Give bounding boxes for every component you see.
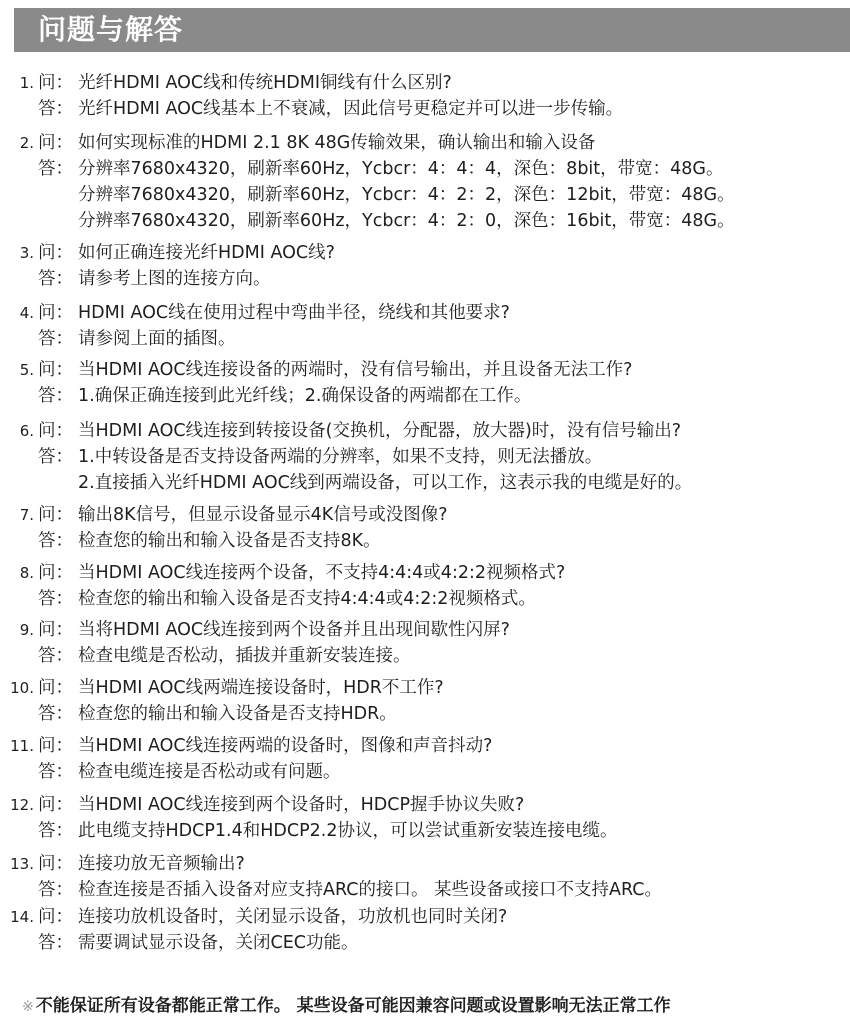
faq-answer: 检查您的输出和输入设备是否支持8K。 [78,531,381,551]
faq-answer-line [0,701,850,727]
faq-answer: 检查您的输出和输入设备是否支持HDR。 [78,704,397,724]
faq-question: 连接功放机设备时，关闭显示设备，功放机也同时关闭? [78,907,508,927]
faq-answer-line [0,528,850,554]
faq-item [0,70,850,122]
faq-question: 当HDMI AOC线连接到两个设备时，HDCP握手协议失败? [78,795,525,815]
question-label: 问： [38,243,73,263]
faq-answer: 2.直接插入光纤HDMI AOC线到两端设备，可以工作，这表示我的电缆是好的。 [78,473,693,493]
faq-item [0,130,850,234]
faq-number: 7. [19,506,34,524]
answer-label: 答： [38,880,73,900]
answer-label: 答： [38,159,73,179]
faq-answer-line [0,326,850,352]
answer-label: 答： [38,821,73,841]
faq-answer: 分辨率7680x4320，刷新率60Hz，Ycbcr：4：4：4，深色：8bit，带宽：48G。 [78,159,724,179]
faq-answer: 检查电缆是否松动，插拔并重新安装连接。 [78,646,411,666]
faq-answer-line [0,586,850,612]
faq-answer-line [0,930,850,956]
question-label: 问： [38,795,73,815]
faq-question-line [0,300,850,326]
answer-label: 答： [38,933,73,953]
faq-answer-line [0,444,850,470]
faq-answer: 1.确保正确连接到此光纤线；2.确保设备的两端都在工作。 [78,386,532,406]
faq-answer-line [0,96,850,122]
answer-label: 答： [38,329,73,349]
question-label: 问： [38,563,73,583]
faq-question-line [0,733,850,759]
faq-answer: 请参考上图的连接方向。 [78,269,271,289]
answer-label: 答： [38,531,73,551]
faq-answer-line [0,182,850,208]
faq-question-line [0,560,850,586]
faq-answer-line [0,759,850,785]
faq-item [0,300,850,352]
faq-question: 输出8K信号，但显示设备显示4K信号或没图像? [78,505,448,525]
question-label: 问： [38,736,73,756]
faq-question: 当HDMI AOC线两端连接设备时，HDR不工作? [78,678,444,698]
answer-label: 答： [38,589,73,609]
question-label: 问： [38,678,73,698]
disclaimer-note [22,994,671,1019]
faq-question-line [0,130,850,156]
faq-question-line [0,502,850,528]
faq-number: 14. [10,908,34,926]
faq-question-line [0,70,850,96]
answer-label: 答： [38,646,73,666]
faq-answer: 检查您的输出和输入设备是否支持4:4:4或4:2:2视频格式。 [78,589,536,609]
faq-number: 9. [19,621,34,639]
faq-question: 如何实现标准的HDMI 2.1 8K 48G传输效果，确认输出和输入设备 [78,133,596,153]
faq-number: 1. [19,74,34,92]
faq-answer-line [0,266,850,292]
faq-answer: 此电缆支持HDCP1.4和HDCP2.2协议，可以尝试重新安装连接电缆。 [78,821,618,841]
page-title: 问题与解答 [38,13,184,46]
faq-answer-line [0,208,850,234]
faq-question: 当将HDMI AOC线连接到两个设备并且出现间歇性闪屏? [78,620,510,640]
faq-item [0,851,850,903]
question-label: 问： [38,907,73,927]
faq-item [0,733,850,785]
faq-item [0,502,850,554]
faq-number: 10. [10,679,34,697]
question-label: 问： [38,73,73,93]
faq-question-line [0,851,850,877]
question-label: 问： [38,360,73,380]
faq-number: 6. [19,422,34,440]
question-label: 问： [38,303,73,323]
faq-question: 当HDMI AOC线连接两个设备，不支持4:4:4或4:2:2视频格式? [78,563,566,583]
faq-question: 连接功放无音频输出? [78,854,245,874]
faq-answer: 请参阅上面的插图。 [78,329,236,349]
faq-item [0,904,850,956]
faq-item [0,792,850,844]
faq-answer: 检查连接是否插入设备对应支持ARC的接口。 某些设备或接口不支持ARC。 [78,880,663,900]
question-label: 问： [38,620,73,640]
faq-question-line [0,418,850,444]
faq-answer: 分辨率7680x4320，刷新率60Hz，Ycbcr：4：2：0，深色：16bit，带宽：48G。 [78,211,735,231]
disclaimer-text: 不能保证所有设备都能正常工作。 某些设备可能因兼容问题或设置影响无法正常工作 [35,996,671,1016]
question-label: 问： [38,421,73,441]
faq-item [0,617,850,669]
question-label: 问： [38,854,73,874]
faq-item [0,418,850,496]
faq-question: 当HDMI AOC线连接设备的两端时，没有信号输出，并且设备无法工作? [78,360,633,380]
faq-question: 当HDMI AOC线连接到转接设备(交换机，分配器，放大器)时，没有信号输出? [78,421,682,441]
answer-label: 答： [38,447,73,467]
faq-number: 2. [19,134,34,152]
faq-question-line [0,357,850,383]
faq-question-line [0,675,850,701]
faq-answer-line [0,383,850,409]
faq-number: 5. [19,361,34,379]
answer-label: 答： [38,762,73,782]
answer-label: 答： [38,99,73,119]
question-label: 问： [38,133,73,153]
question-label: 问： [38,505,73,525]
faq-question-line [0,617,850,643]
faq-answer-line [0,818,850,844]
faq-question-line [0,240,850,266]
faq-number: 13. [10,855,34,873]
answer-label: 答： [38,386,73,406]
faq-question: 当HDMI AOC线连接两端的设备时，图像和声音抖动? [78,736,493,756]
faq-answer: 1.中转设备是否支持设备两端的分辨率，如果不支持，则无法播放。 [78,447,603,467]
faq-item [0,357,850,409]
faq-answer-line [0,643,850,669]
faq-answer-line [0,470,850,496]
faq-question-line [0,904,850,930]
faq-answer-line [0,877,850,903]
faq-answer: 光纤HDMI AOC线基本上不衰减，因此信号更稳定并可以进一步传输。 [78,99,624,119]
faq-number: 4. [19,304,34,322]
faq-answer-line [0,156,850,182]
faq-question: HDMI AOC线在使用过程中弯曲半径，绕线和其他要求? [78,303,510,323]
faq-number: 11. [10,737,34,755]
faq-item [0,675,850,727]
reference-mark-icon: ※ [22,999,34,1015]
faq-number: 3. [19,244,34,262]
faq-answer: 需要调试显示设备，关闭CEC功能。 [78,933,359,953]
faq-number: 12. [10,796,34,814]
answer-label: 答： [38,269,73,289]
faq-question: 如何正确连接光纤HDMI AOC线? [78,243,335,263]
section-header [14,8,850,52]
answer-label: 答： [38,704,73,724]
faq-answer: 检查电缆连接是否松动或有问题。 [78,762,341,782]
faq-question: 光纤HDMI AOC线和传统HDMI铜线有什么区别? [78,73,452,93]
faq-number: 8. [19,564,34,582]
faq-item [0,560,850,612]
faq-answer: 分辨率7680x4320，刷新率60Hz，Ycbcr：4：2：2，深色：12bit，带宽：48G。 [78,185,735,205]
faq-item [0,240,850,292]
faq-question-line [0,792,850,818]
